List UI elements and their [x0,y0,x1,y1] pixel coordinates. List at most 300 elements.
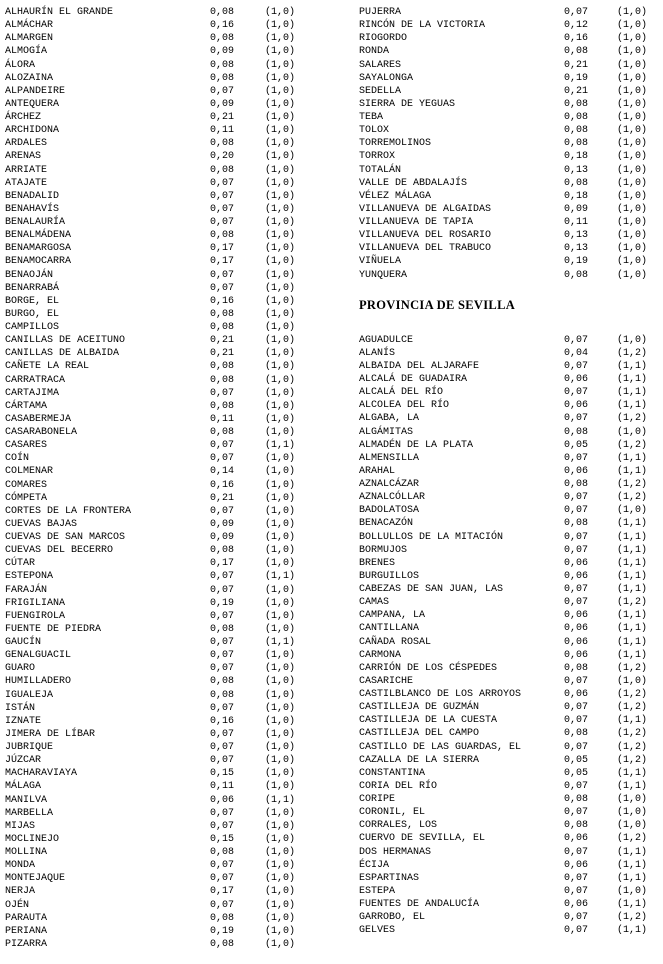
rate-value: 0,08 [210,361,235,373]
rate-value: 0,21 [564,59,589,71]
coefficient: (1,0) [617,72,648,84]
rate-value: 0,21 [210,112,235,123]
municipality-name: ALANÍS [359,347,396,359]
rate-value: 0,08 [564,138,589,150]
table-row [5,347,300,360]
municipality-name: GELVES [359,925,396,937]
municipality-name: PIZARRA [5,938,48,950]
coefficient: (1,0) [265,899,296,911]
coefficient: (1,0) [265,663,296,675]
municipality-name: VILLANUEVA DE TAPIA [359,217,474,228]
table-row [5,899,300,912]
rate-value: 0,17 [210,243,235,255]
municipality-name: CASTILLEJA DE LA CUESTA [359,715,498,727]
coefficient: (1,0) [617,164,648,176]
coefficient: (1,0) [265,203,296,215]
municipality-name: TORREMOLINOS [359,138,432,150]
municipality-name: PARAUTA [5,912,48,924]
municipality-name: CANILLAS DE ACEITUNO [5,335,126,347]
right-column [359,6,657,937]
rate-value: 0,08 [210,59,235,71]
coefficient: (1,0) [265,453,296,465]
coefficient: (1,0) [617,426,648,438]
rate-value: 0,19 [564,256,589,268]
table-row [359,636,657,649]
rate-value: 0,21 [564,85,589,97]
municipality-name: ESTEPONA [5,571,54,583]
table-row [5,623,300,636]
coefficient: (1,2) [617,689,648,700]
rate-value: 0,08 [210,7,235,18]
table-row [5,59,300,72]
table-row [5,925,300,938]
coefficient: (1,1) [617,859,648,871]
rate-value: 0,08 [564,177,589,189]
coefficient: (1,0) [265,413,296,425]
municipality-name: YUNQUERA [359,269,408,281]
coefficient: (1,0) [265,59,296,71]
table-row [5,754,300,767]
table-row [359,596,657,609]
rate-value: 0,08 [210,138,235,150]
rate-value: 0,06 [564,570,589,582]
coefficient: (1,0) [265,98,296,110]
coefficient: (1,0) [265,873,296,885]
table-row [359,780,657,793]
rate-value: 0,08 [564,728,589,740]
table-row [5,72,300,85]
municipality-name: SALARES [359,59,402,71]
coefficient: (1,0) [265,151,296,163]
table-row [359,675,657,688]
coefficient: (1,2) [617,754,648,766]
coefficient: (1,0) [617,203,648,215]
municipality-name: TORROX [359,151,396,163]
rate-value: 0,06 [564,833,589,845]
rate-value: 0,07 [564,885,589,897]
rate-value: 0,19 [210,925,235,937]
table-row [5,282,300,295]
municipality-name: ALMÁCHAR [5,20,54,32]
table-row [5,426,300,439]
rate-value: 0,08 [564,794,589,805]
municipality-name: CARRATRACA [5,374,66,386]
rate-value: 0,07 [564,531,589,543]
municipality-name: CASARICHE [359,675,414,687]
table-row [5,767,300,780]
table-row [5,19,300,32]
municipality-name: IGUALEJA [5,689,54,701]
table-row [5,203,300,216]
table-row [5,190,300,203]
rate-value: 0,07 [210,584,235,596]
municipality-name: ESTEPA [359,885,396,897]
table-row [359,242,657,255]
rate-value: 0,07 [210,440,235,452]
coefficient: (1,1) [617,544,648,556]
coefficient: (1,0) [617,20,648,32]
table-row [5,400,300,413]
coefficient: (1,0) [265,361,296,373]
municipality-name: CARMONA [359,649,402,661]
left-column [5,6,300,951]
rate-value: 0,07 [564,334,589,346]
municipality-name: BENARRABÁ [5,282,60,294]
municipality-name: TEBA [359,112,384,123]
table-row [359,399,657,412]
municipality-name: CASABERMEJA [5,413,72,425]
municipality-name: CONSTANTINA [359,767,426,779]
coefficient: (1,0) [617,125,648,137]
municipality-name: ESPARTINAS [359,872,420,884]
table-row [5,557,300,570]
municipality-name: BENAHAVÍS [5,203,60,215]
municipality-name: BENAOJÁN [5,269,54,281]
municipality-name: BENADALID [5,190,60,202]
municipality-name: CUEVAS DEL BECERRO [5,545,114,557]
table-row [5,649,300,662]
municipality-name: CAZALLA DE LA SIERRA [359,754,480,766]
rate-value: 0,07 [210,637,235,648]
coefficient: (1,0) [265,492,296,504]
coefficient: (1,2) [617,492,648,504]
municipality-name: BOLLULLOS DE LA MITACIÓN [359,531,504,543]
municipality-name: VIÑUELA [359,256,402,268]
table-row [5,111,300,124]
municipality-name: ALPANDEIRE [5,85,66,97]
coefficient: (1,1) [617,649,648,661]
table-row [359,59,657,72]
municipality-name: VALLE DE ABDALAJÍS [359,177,468,189]
municipality-name: CUEVAS BAJAS [5,518,78,530]
municipality-name: JÚZCAR [5,755,42,767]
municipality-name: IZNATE [5,715,42,727]
rate-value: 0,15 [210,768,235,780]
table-row [5,794,300,807]
table-row [359,662,657,675]
table-row [359,754,657,767]
rate-value: 0,16 [210,715,235,727]
coefficient: (1,2) [617,597,648,609]
table-row [359,504,657,517]
coefficient: (1,0) [265,742,296,753]
municipality-name: CASTILBLANCO DE LOS ARROYOS [359,689,522,700]
municipality-name: ISTÁN [5,702,36,714]
table-row [5,479,300,492]
municipality-name: CAÑADA ROSAL [359,636,432,648]
table-row [359,885,657,898]
municipality-name: MÁLAGA [5,781,42,793]
table-row [359,832,657,845]
rate-value: 0,07 [564,413,589,425]
table-row [359,216,657,229]
coefficient: (1,0) [617,177,648,189]
municipality-name: RONDA [359,46,390,58]
table-row [359,846,657,859]
table-row [5,177,300,190]
rate-value: 0,08 [564,125,589,137]
table-row [5,32,300,45]
table-row [359,465,657,478]
municipality-name: ÉCIJA [359,859,390,871]
rate-value: 0,08 [210,308,235,320]
municipality-name: MOLLINA [5,847,48,858]
coefficient: (1,0) [617,217,648,228]
rate-value: 0,16 [210,479,235,491]
table-row [359,439,657,452]
coefficient: (1,0) [265,820,296,832]
municipality-name: COMARES [5,479,48,491]
coefficient: (1,1) [617,374,648,385]
rate-value: 0,07 [564,846,589,858]
coefficient: (1,0) [617,112,648,123]
coefficient: (1,1) [617,387,648,399]
table-row [5,492,300,505]
table-row [359,386,657,399]
municipality-name: CAMPANA, LA [359,610,426,622]
municipality-name: ALGABA, LA [359,413,420,425]
municipality-name: NERJA [5,886,36,898]
municipality-name: BENAMOCARRA [5,256,72,268]
table-row [5,675,300,688]
rate-value: 0,09 [210,532,235,543]
table-row [5,150,300,163]
rate-value: 0,17 [210,558,235,570]
rate-value: 0,08 [210,322,235,333]
municipality-name: ALCALÁ DE GUADAIRA [359,374,468,385]
coefficient: (1,1) [617,452,648,464]
coefficient: (1,0) [265,505,296,517]
coefficient: (1,0) [265,610,296,622]
coefficient: (1,0) [617,675,648,687]
table-row [5,531,300,544]
table-row [5,859,300,872]
municipality-name: FUENTE DE PIEDRA [5,623,102,635]
rate-value: 0,07 [564,597,589,609]
table-row [359,544,657,557]
rate-value: 0,16 [564,33,589,45]
rate-value: 0,12 [564,20,589,32]
table-row [359,412,657,425]
municipality-name: DOS HERMANAS [359,846,432,858]
coefficient: (1,0) [265,532,296,543]
municipality-name: ANTEQUERA [5,98,60,110]
rate-value: 0,17 [210,256,235,268]
table-row [5,242,300,255]
coefficient: (1,0) [617,243,648,255]
municipality-name: CORTES DE LA FRONTERA [5,505,132,517]
coefficient: (1,1) [617,780,648,792]
rate-value: 0,06 [564,610,589,622]
municipality-name: ALCALÁ DEL RÍO [359,387,444,399]
table-row [359,649,657,662]
rate-value: 0,07 [210,650,235,662]
municipality-name: TOLOX [359,125,390,137]
rate-value: 0,21 [210,348,235,360]
rate-value: 0,07 [564,807,589,819]
municipality-name: BRENES [359,557,396,569]
municipality-name: CÚTAR [5,558,36,570]
municipality-name: ATAJATE [5,177,48,189]
municipality-name: ALCOLEA DEL RÍO [359,400,450,412]
municipality-name: ALBAIDA DEL ALJARAFE [359,360,480,372]
table-row [359,203,657,216]
rate-value: 0,17 [210,886,235,898]
municipality-name: JIMERA DE LÍBAR [5,728,96,740]
rate-value: 0,07 [210,282,235,294]
municipality-name: ALMADÉN DE LA PLATA [359,439,474,451]
table-row [359,622,657,635]
rate-value: 0,07 [564,780,589,792]
coefficient: (1,0) [617,59,648,71]
municipality-name: CASTILLEJA DEL CAMPO [359,728,480,740]
coefficient: (1,1) [617,400,648,412]
municipality-name: BENACAZÓN [359,518,414,530]
coefficient: (1,0) [265,295,296,307]
municipality-name: FUENGIROLA [5,610,66,622]
coefficient: (1,0) [265,650,296,662]
table-row [359,164,657,177]
coefficient: (1,0) [265,623,296,635]
rate-value: 0,08 [564,98,589,110]
rate-value: 0,06 [564,557,589,569]
rate-value: 0,08 [564,426,589,438]
rate-value: 0,07 [210,807,235,819]
table-row [359,190,657,203]
municipality-name: CORIPE [359,794,396,805]
coefficient: (1,1) [617,636,648,648]
rate-value: 0,13 [564,230,589,242]
table-row [359,150,657,163]
coefficient: (1,0) [265,85,296,97]
rate-value: 0,07 [564,544,589,556]
table-row [359,924,657,937]
rate-value: 0,07 [564,741,589,753]
municipality-name: ARAHAL [359,465,396,477]
rate-value: 0,16 [210,20,235,32]
table-row [5,820,300,833]
coefficient: (1,0) [265,335,296,347]
province-heading: PROVINCIA DE SEVILLA [359,297,516,312]
rate-value: 0,11 [210,781,235,793]
rate-value: 0,08 [210,400,235,412]
rate-value: 0,06 [564,636,589,648]
rate-value: 0,07 [210,85,235,97]
coefficient: (1,0) [265,20,296,32]
rate-value: 0,13 [564,243,589,255]
rate-value: 0,18 [564,190,589,202]
coefficient: (1,1) [617,872,648,884]
rate-value: 0,07 [210,873,235,885]
coefficient: (1,0) [617,7,648,18]
municipality-name: MIJAS [5,820,36,832]
municipality-name: CAÑETE LA REAL [5,361,90,373]
rate-value: 0,07 [564,360,589,372]
table-row [5,85,300,98]
coefficient: (1,0) [617,98,648,110]
table-row [5,452,300,465]
municipality-name: FRIGILIANA [5,597,66,609]
coefficient: (1,0) [265,833,296,845]
rate-value: 0,07 [564,702,589,714]
municipality-name: CUEVAS DE SAN MARCOS [5,532,126,543]
rate-value: 0,08 [210,164,235,176]
table-row [359,806,657,819]
municipality-name: RIOGORDO [359,33,408,45]
table-row [5,360,300,373]
rate-value: 0,06 [564,623,589,635]
municipality-name: CÁRTAMA [5,400,48,412]
municipality-name: CASTILLEJA DE GUZMÁN [359,702,480,714]
coefficient: (1,0) [265,427,296,438]
coefficient: (1,1) [617,584,648,595]
rate-value: 0,19 [564,72,589,84]
municipality-name: AZNALCÁZAR [359,479,420,490]
municipality-name: PUJERRA [359,7,402,18]
rate-value: 0,14 [210,466,235,478]
coefficient: (1,1) [265,440,296,452]
coefficient: (1,0) [265,33,296,45]
municipality-name: CANILLAS DE ALBAIDA [5,348,120,360]
coefficient: (1,0) [617,33,648,45]
municipality-name: CABEZAS DE SAN JUAN, LAS [359,584,504,595]
table-row [359,701,657,714]
coefficient: (1,0) [617,885,648,897]
table-row [5,728,300,741]
rate-value: 0,08 [210,33,235,45]
table-row [5,374,300,387]
coefficient: (1,2) [617,662,648,674]
table-row [359,911,657,924]
table-row [5,387,300,400]
rate-value: 0,08 [564,112,589,123]
municipality-name: CUERVO DE SEVILLA, EL [359,833,486,845]
table-row [5,636,300,649]
municipality-name: RINCÓN DE LA VICTORIA [359,20,486,32]
rate-value: 0,08 [210,938,235,950]
municipality-name: VÉLEZ MÁLAGA [359,190,432,202]
rate-value: 0,08 [210,623,235,635]
rate-value: 0,07 [564,675,589,687]
coefficient: (1,1) [617,360,648,372]
rate-value: 0,07 [564,715,589,727]
table-row [5,833,300,846]
municipality-name: MOCLINEJO [5,833,60,845]
rate-value: 0,09 [210,518,235,530]
rate-value: 0,05 [564,439,589,451]
coefficient: (1,0) [265,912,296,924]
rate-value: 0,09 [210,98,235,110]
table-row [359,570,657,583]
rate-value: 0,08 [210,427,235,438]
coefficient: (1,0) [265,177,296,189]
rate-value: 0,07 [564,505,589,517]
coefficient: (1,0) [265,702,296,714]
coefficient: (1,0) [265,374,296,386]
coefficient: (1,0) [265,466,296,478]
rate-value: 0,08 [564,46,589,58]
table-row [5,597,300,610]
table-row [5,741,300,754]
municipality-name: COLMENAR [5,466,54,478]
table-row [5,584,300,597]
table-row [359,373,657,386]
rate-value: 0,06 [564,689,589,700]
coefficient: (1,0) [617,505,648,517]
coefficient: (1,0) [265,676,296,688]
rate-value: 0,07 [210,702,235,714]
table-row [359,229,657,242]
